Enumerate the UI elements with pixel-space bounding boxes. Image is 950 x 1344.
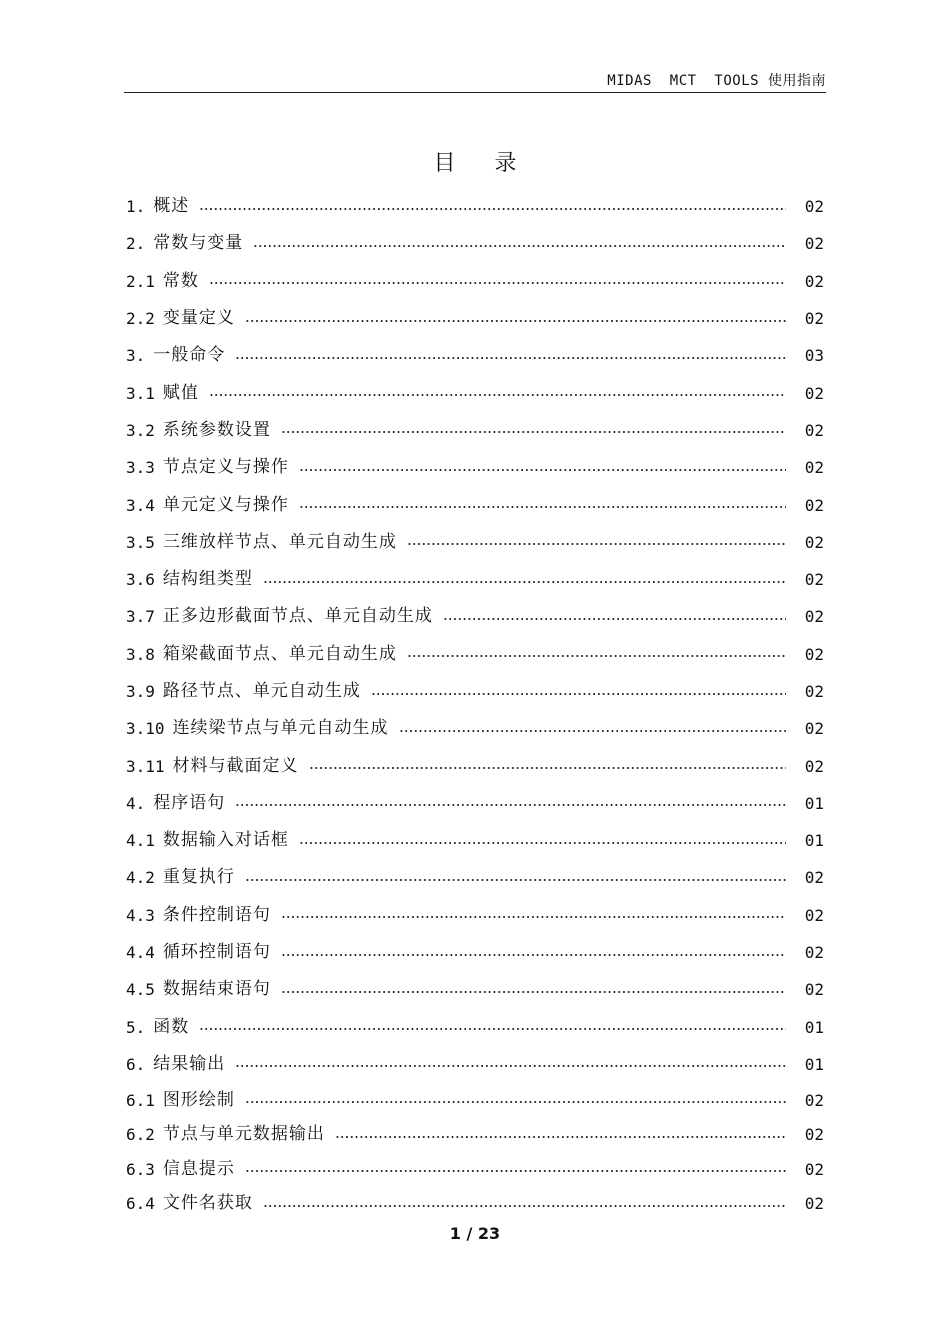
- toc-entry-title: 变量定义: [162, 308, 235, 329]
- toc-entry[interactable]: [126, 1187, 826, 1222]
- toc-entry-number: 6.1: [126, 1090, 155, 1110]
- toc-entry-number: 2.: [126, 234, 146, 254]
- toc-entry-page: 02: [804, 1125, 824, 1145]
- dot-leader: [299, 506, 786, 508]
- toc-entry[interactable]: [126, 1046, 826, 1083]
- dot-leader: [371, 693, 786, 695]
- toc-entry-page: 02: [804, 420, 824, 440]
- toc-entry[interactable]: [126, 561, 826, 598]
- toc-entry-number: 4.3: [126, 905, 155, 925]
- dot-leader: [299, 469, 786, 471]
- toc-entry-number: 6.4: [126, 1194, 155, 1214]
- toc-entry-number: 3.4: [126, 495, 155, 515]
- toc-entry-number: 4.1: [126, 831, 155, 851]
- toc-entry-number: 3.1: [126, 383, 155, 403]
- toc-entry-title: 信息提示: [162, 1158, 235, 1179]
- toc-entry[interactable]: [126, 337, 826, 374]
- toc-entry-title: 系统参数设置: [162, 419, 271, 440]
- dot-leader: [245, 320, 786, 322]
- toc-entry[interactable]: [126, 449, 826, 486]
- dot-leader: [281, 954, 786, 956]
- dot-leader: [235, 1065, 786, 1067]
- toc-entry-title: 程序语句: [153, 792, 226, 813]
- toc-entry-page: 02: [804, 532, 824, 552]
- toc-entry-number: 3.9: [126, 682, 155, 701]
- toc-entry[interactable]: [126, 971, 826, 1008]
- toc-entry[interactable]: [126, 412, 826, 449]
- toc-entry[interactable]: [126, 225, 826, 262]
- dot-leader: [443, 618, 786, 620]
- toc-entry-number: 3.: [126, 346, 146, 366]
- dot-leader: [263, 1205, 786, 1207]
- dot-leader: [235, 357, 786, 359]
- dot-leader: [281, 991, 786, 993]
- toc-entry[interactable]: [126, 1152, 826, 1187]
- toc-entry-number: 4.5: [126, 980, 155, 1000]
- dot-leader: [407, 543, 786, 545]
- toc-entry-number: 6.: [126, 1054, 146, 1074]
- toc-entry-number: 2.2: [126, 309, 155, 329]
- toc-entry[interactable]: [126, 374, 826, 411]
- toc-entry-page: 02: [804, 607, 824, 627]
- toc-entry-page: 02: [804, 719, 824, 739]
- toc-entry-page: 02: [804, 1194, 824, 1214]
- dot-leader: [263, 581, 786, 583]
- toc-entry[interactable]: [126, 486, 826, 523]
- toc-entry-page: 02: [804, 570, 824, 590]
- toc-entry-page: 03: [804, 346, 824, 366]
- dot-leader: [245, 1101, 786, 1103]
- toc-entry[interactable]: [126, 859, 826, 896]
- toc-entry-number: 3.3: [126, 458, 155, 478]
- toc-entry-title: 连续梁节点与单元自动生成: [172, 718, 389, 739]
- toc-entry-title: 常数: [162, 270, 199, 291]
- toc-entry-page: 02: [804, 644, 824, 664]
- toc-entry-title: 概述: [153, 196, 190, 217]
- toc-entry[interactable]: [126, 636, 826, 673]
- toc-entry-page: 02: [804, 234, 824, 254]
- toc-entry[interactable]: [126, 1118, 826, 1153]
- toc-entry-title: 结构组类型: [162, 569, 253, 590]
- toc-entry[interactable]: [126, 710, 826, 747]
- dot-leader: [399, 730, 786, 732]
- toc-entry[interactable]: [126, 822, 826, 859]
- toc-entry-title: 函数: [153, 1016, 190, 1037]
- toc-entry-title: 循环控制语句: [162, 942, 271, 963]
- toc-entry-page: 02: [804, 1090, 824, 1110]
- toc-entry-title: 三维放样节点、单元自动生成: [162, 531, 397, 552]
- toc-entry-title: 路径节点、单元自动生成: [162, 681, 361, 701]
- dot-leader: [245, 879, 786, 881]
- toc-entry-page: 01: [804, 1017, 824, 1037]
- toc-entry[interactable]: [126, 1009, 826, 1046]
- toc-entry-number: 3.6: [126, 570, 155, 590]
- toc-entry-number: 4.2: [126, 868, 155, 888]
- toc-entry-page: 02: [804, 458, 824, 478]
- toc-entry-number: 3.5: [126, 532, 155, 552]
- toc-entry-page: 02: [804, 197, 824, 217]
- toc-entry-page: 02: [804, 309, 824, 329]
- toc-entry[interactable]: [126, 673, 826, 710]
- toc-entry-page: 02: [804, 383, 824, 403]
- dot-leader: [299, 842, 786, 844]
- toc-entry[interactable]: [126, 1083, 826, 1118]
- toc-entry-title: 重复执行: [162, 867, 235, 888]
- toc-entry-page: 02: [804, 980, 824, 1000]
- toc-entry[interactable]: [126, 524, 826, 561]
- toc-entry-number: 4.: [126, 793, 146, 813]
- toc-entry-title: 一般命令: [153, 345, 226, 366]
- toc-entry-page: 02: [804, 682, 824, 701]
- page-number: 1 / 23: [449, 1224, 501, 1243]
- toc-entry-title: 正多边形截面节点、单元自动生成: [162, 606, 433, 627]
- dot-leader: [199, 208, 786, 210]
- toc-entry[interactable]: [126, 598, 826, 635]
- toc-entry-title: 条件控制语句: [162, 904, 271, 925]
- toc-entry[interactable]: [126, 897, 826, 934]
- toc-entry-page: 02: [804, 495, 824, 515]
- toc-entry[interactable]: [126, 747, 826, 784]
- toc-entry-page: 02: [804, 756, 824, 776]
- toc-entry-number: 3.2: [126, 420, 155, 440]
- toc-entry[interactable]: [126, 785, 826, 822]
- toc-entry[interactable]: [126, 300, 826, 337]
- dot-leader: [281, 431, 786, 433]
- header-title: MIDAS MCT TOOLS 使用指南: [607, 73, 826, 89]
- toc-entry-number: 3.7: [126, 607, 155, 627]
- dot-leader: [235, 804, 786, 806]
- toc-entry-title: 数据结束语句: [162, 979, 271, 1000]
- toc-entry-page: 02: [804, 905, 824, 925]
- toc-entry-number: 3.8: [126, 644, 155, 664]
- toc-entry-number: 6.3: [126, 1159, 155, 1179]
- toc-entry-title: 常数与变量: [153, 233, 244, 254]
- toc-entry-page: 01: [804, 831, 824, 851]
- toc-entry-page: 02: [804, 1159, 824, 1179]
- toc-entry[interactable]: [126, 934, 826, 971]
- toc-entry-number: 3.10: [126, 719, 165, 739]
- toc-entry-page: 01: [804, 793, 824, 813]
- toc-entry-title: 文件名获取: [162, 1193, 253, 1214]
- dot-leader: [209, 282, 786, 284]
- toc-entry-number: 4.4: [126, 943, 155, 963]
- toc-entry-title: 结果输出: [153, 1053, 226, 1074]
- dot-leader: [199, 1028, 786, 1030]
- toc-entry-page: 02: [804, 271, 824, 291]
- toc-entry-title: 图形绘制: [162, 1089, 235, 1110]
- dot-leader: [407, 655, 786, 657]
- dot-leader: [245, 1170, 786, 1172]
- toc-entry-title: 箱梁截面节点、单元自动生成: [162, 643, 397, 664]
- dot-leader: [309, 767, 786, 769]
- table-of-contents: [126, 188, 826, 1221]
- toc-entry[interactable]: [126, 263, 826, 300]
- toc-entry-number: 1.: [126, 197, 146, 217]
- toc-entry-title: 节点与单元数据输出: [162, 1124, 325, 1145]
- toc-entry-number: 5.: [126, 1017, 146, 1037]
- page-header: [124, 64, 826, 93]
- toc-entry-number: 3.11: [126, 756, 165, 776]
- toc-entry-title: 数据输入对话框: [162, 830, 289, 851]
- toc-entry[interactable]: [126, 188, 826, 225]
- dot-leader: [253, 245, 786, 247]
- toc-entry-title: 材料与截面定义: [172, 755, 299, 776]
- dot-leader: [281, 916, 786, 918]
- toc-entry-title: 单元定义与操作: [162, 494, 289, 515]
- toc-entry-number: 6.2: [126, 1125, 155, 1145]
- dot-leader: [209, 394, 786, 396]
- dot-leader: [335, 1136, 786, 1138]
- toc-entry-title: 节点定义与操作: [162, 457, 289, 478]
- toc-entry-page: 01: [804, 1054, 824, 1074]
- toc-entry-page: 02: [804, 868, 824, 888]
- toc-entry-number: 2.1: [126, 271, 155, 291]
- toc-title: 目 录: [433, 151, 533, 176]
- toc-entry-page: 02: [804, 943, 824, 963]
- toc-entry-title: 赋值: [162, 382, 199, 403]
